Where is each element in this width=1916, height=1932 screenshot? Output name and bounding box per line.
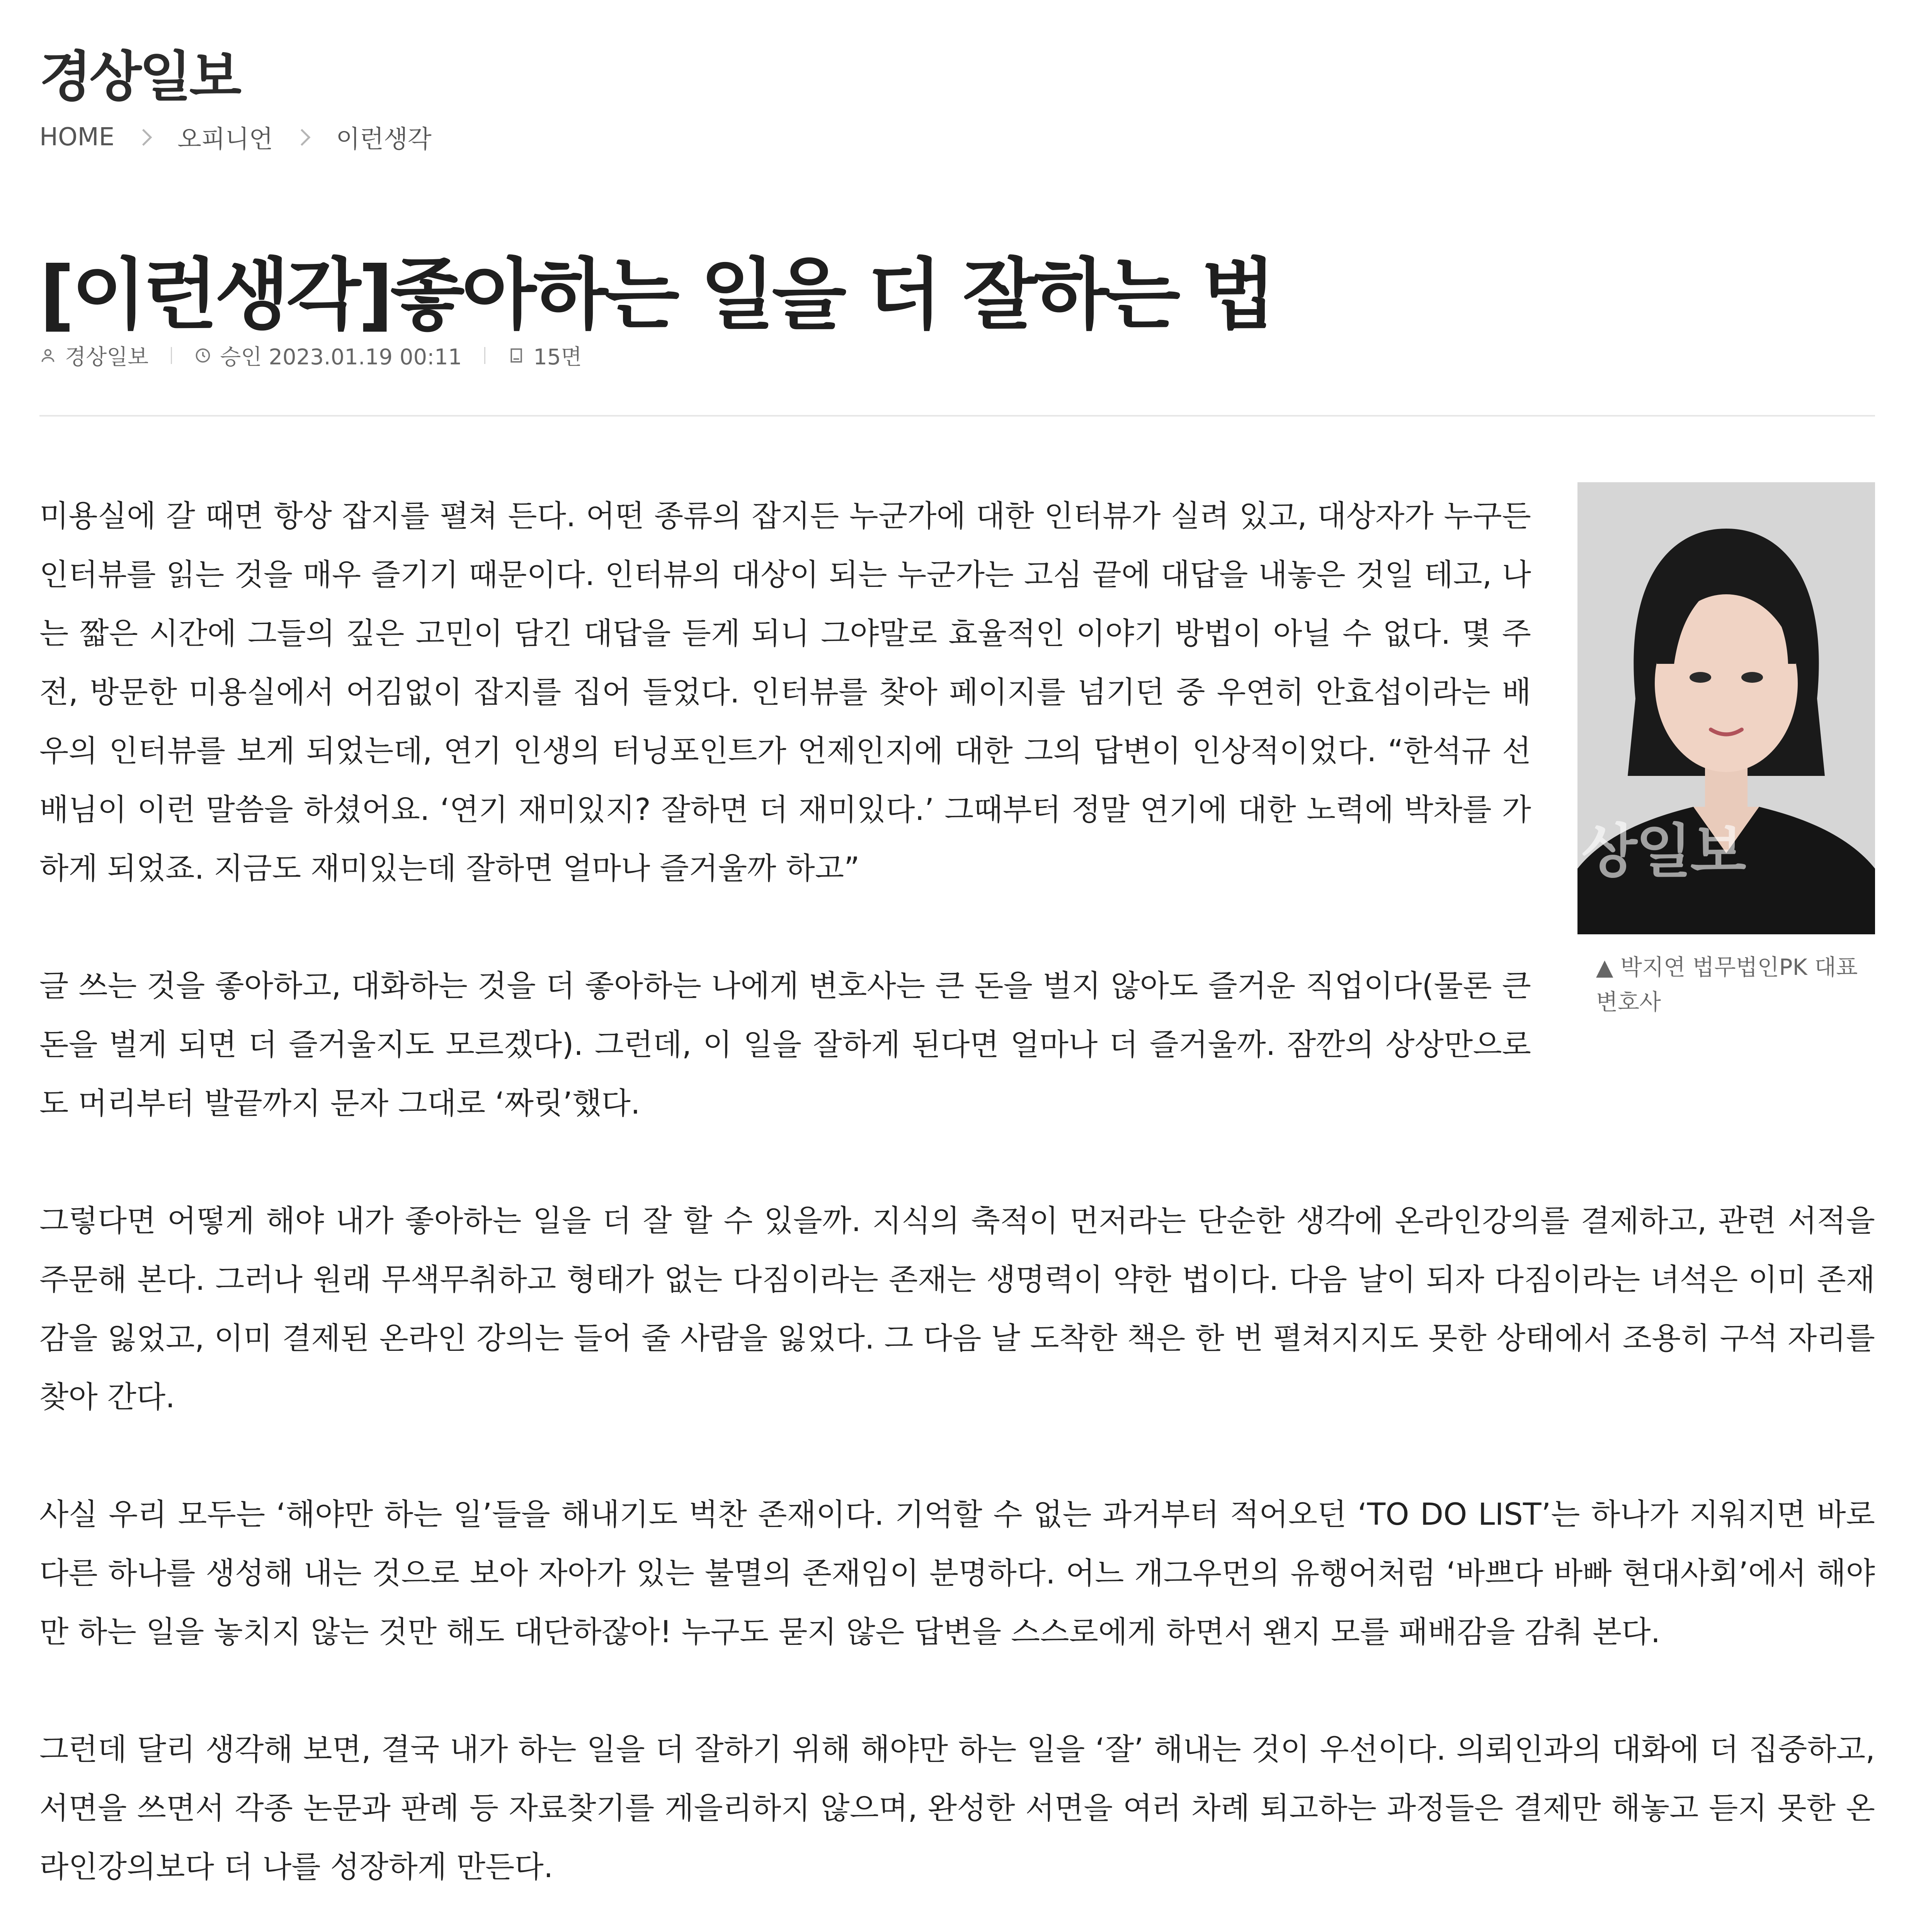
newspaper-icon (508, 347, 525, 364)
paragraph: 사실 우리 모두는 ‘해야만 하는 일’들을 해내기도 벅찬 존재이다. 기억할 수 없는 과거부터 적어오던 ‘TO DO LIST’는 하나가 지워지면 바로 다른 하나를 생성해 내는 것으로 보아 자아가 있는 불멸의 존재임이 분명하다. 어느 개그우먼의 유행어처럼 ‘바쁘다 바빠 현대사회’에서 해야만 하는 일을 놓치지 않는 것만 해도 대단하잖아! 누구도 묻지 않은 답변을 스스로에게 하면서 왠지 모를 패배감을 감춰 본다. (39, 1497, 1875, 1650)
meta-author (39, 340, 148, 371)
author-photo-figure (1577, 482, 1875, 1019)
meta-divider (484, 347, 485, 364)
meta-page-text: 15면 (533, 345, 582, 370)
header-divider (39, 415, 1875, 417)
meta-author-text: 경상일보 (65, 345, 149, 370)
paragraph: 미용실에 갈 때면 항상 잡지를 펼쳐 든다. 어떤 종류의 잡지든 누군가에 대한 인터뷰가 실려 있고, 대상자가 누구든 인터뷰를 읽는 것을 매우 즐기기 때문이다. 인터뷰의 대상이 되는 누군가는 고심 끝에 대답을 내놓은 것일 테고, 나는 짧은 시간에 그들의 깊은 고민이 담긴 대답을 듣게 되니 그야말로 효율적인 이야기 방법이 아닐 수 없다. 몇 주 전, 방문한 미용실에서 어김없이 잡지를 집어 들었다. 인터뷰를 찾아 페이지를 넘기던 중 우연히 안효섭이라는 배우의 인터뷰를 보게 되었는데, 연기 인생의 터닝포인트가 언제인지에 대한 그의 답변이 인상적이었다. “한석규 선배님이 이런 말씀을 하셨어요. ‘연기 재미있지? 잘하면 더 재미있다.’ 그때부터 정말 연기에 대한 노력에 박차를 가하게 되었죠. 지금도 재미있는데 잘하면 얼마나 즐거울까 하고” (39, 499, 1531, 886)
meta-approved (194, 340, 462, 371)
paragraph: 그렇다면 어떻게 해야 내가 좋아하는 일을 더 잘 할 수 있을까. 지식의 축적이 먼저라는 단순한 생각에 온라인강의를 결제하고, 관련 서적을 주문해 본다. 그러나 원래 무색무취하고 형태가 없는 다짐이라는 존재는 생명력이 약한 법이다. 다음 날이 되자 다짐이라는 녀석은 이미 존재감을 잃었고, 이미 결제된 온라인 강의는 들어 줄 사람을 잃었다. 그 다음 날 도착한 책은 한 번 펼쳐지지도 못한 상태에서 조용히 구석 자리를 찾아 간다. (39, 1204, 1875, 1415)
page-title: [이런생각]좋아하는 일을 더 잘하는 법 (39, 250, 1273, 340)
clock-icon (194, 347, 211, 364)
photo-caption: ▲ 박지연 법무법인PK 대표 변호사 (1596, 954, 1858, 1015)
chevron-right-icon (135, 129, 152, 146)
paragraph: 글 쓰는 것을 좋아하고, 대화하는 것을 더 좋아하는 나에게 변호사는 큰 돈을 벌지 않아도 즐거운 직업이다(물론 큰 돈을 벌게 되면 더 즐거울지도 모르겠다). 그런데, 이 일을 잘하게 된다면 얼마나 더 즐거울까. 잠깐의 상상만으로도 머리부터 발끝까지 문자 그대로 ‘짜릿’했다. (39, 969, 1531, 1121)
paragraph: 그런데 달리 생각해 보면, 결국 내가 하는 일을 더 잘하기 위해 해야만 하는 일을 ‘잘’ 해내는 것이 우선이다. 의뢰인과의 대화에 더 집중하고, 서면을 쓰면서 각종 논문과 판례 등 자료찾기를 게을리하지 않으며, 완성한 서면을 여러 차례 퇴고하는 과정들은 결제만 해놓고 듣지 못한 온라인강의보다 더 나를 성장하게 만든다. (39, 1732, 1875, 1884)
photo-watermark: 상일보 (1581, 818, 1745, 885)
article-body (39, 487, 1875, 1932)
meta-page (508, 340, 582, 371)
article-meta (39, 340, 582, 371)
person-icon (39, 347, 56, 364)
meta-approved-text: 승인 2023.01.19 00:11 (220, 345, 462, 370)
breadcrumb-opinion[interactable]: 오피니언 (177, 125, 273, 154)
site-logo[interactable]: 경상일보 (39, 46, 239, 109)
breadcrumb (39, 120, 432, 155)
meta-divider (171, 347, 172, 364)
breadcrumb-section[interactable]: 이런생각 (336, 125, 432, 154)
breadcrumb-home[interactable]: HOME (39, 123, 115, 151)
chevron-right-icon (294, 129, 311, 146)
author-photo[interactable] (1577, 482, 1875, 934)
